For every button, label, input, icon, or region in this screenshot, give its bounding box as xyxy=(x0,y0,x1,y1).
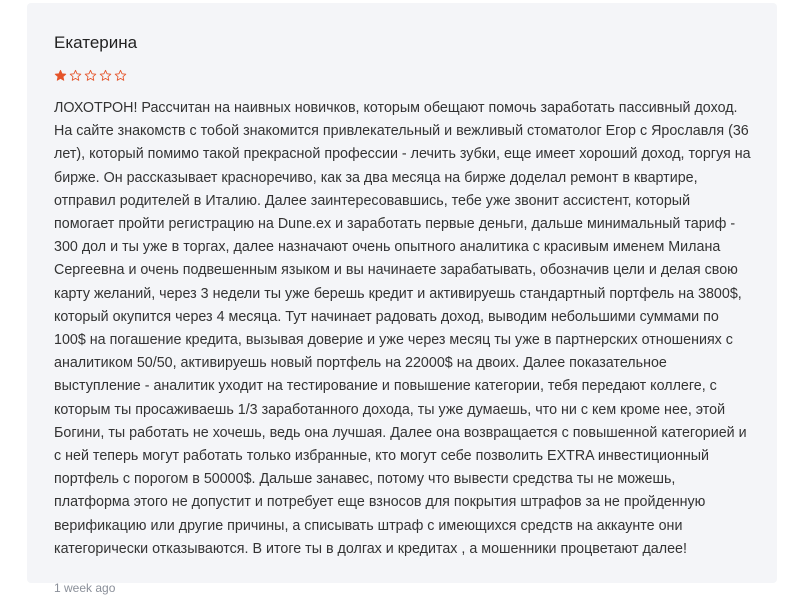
star-filled-icon xyxy=(54,69,67,82)
star-empty-icon xyxy=(114,69,127,82)
star-empty-icon xyxy=(99,69,112,82)
star-empty-icon xyxy=(69,69,82,82)
reviewer-name: Екатерина xyxy=(54,33,138,52)
star-rating xyxy=(54,67,750,83)
review-text: ЛОХОТРОН! Рассчитан на наивных новичков, которым обещают помочь заработать пассивный доход. На сайте знакомств с тобой знакомится привлекательный и вежливый стоматолог Егор с Ярославля (36 лет), который помимо такой прекрасной профессии - лечить зубки, еще имеет хороший доход, торгуя на бирже. Он рассказывает красноречиво, как за два месяца на бирже доделал ремонт в квартире, отправил родителей в Италию. Далее заинтересовавшись, тебе уже звонит ассистент, который помогает пройти регистрацию на Dune.ex и заработать первые деньги, дальше минимальный тариф - 300 дол и ты уже в торгах, далее назначают очень опытного аналитика с красивым именем Милана Сергеевна и очень подвешенным языком и вы начинаете зарабатывать, обозначив цели и делая свою карту желаний, через 3 недели ты уже берешь кредит и активируешь стандартный портфель на 3800$, который окупится через 4 месяца. Тут начинает радовать доход, выводим небольшими суммами по 100$ на погашение кредита, вызывая доверие и уже через месяц ты уже в партнерских отношениях с аналитиком 50/50, активируешь новый портфель на 22000$ на двоих. Далее показательное выступление - аналитик уходит на тестирование и повышение категории, тебя передают коллеге, с которым ты просаживаешь 1/3 заработанного дохода, ты уже думаешь, что ни с кем кроме нее, этой Богини, ты работать не хочешь, ведь она лучшая. Далее она возвращается с повышенной категорией и с ней теперь могут работать только избранные, кто могут себе позволить EXTRA инвестиционный портфель с порогом в 50000$. Дальше занавес, потому что вывести средства ты не можешь, платформа этого не допустит и потребует еще взносов для покрытия штрафов за не пройденную верификацию или другие причины, а списывать штраф с имеющихся средств на аккаунте они категорически отказываются. В итоге ты в долгах и кредитах , а мошенники процветают далее! xyxy=(54,100,751,557)
star-empty-icon xyxy=(84,69,97,82)
review-timestamp: 1 week ago xyxy=(54,581,116,595)
review-card xyxy=(27,3,777,595)
